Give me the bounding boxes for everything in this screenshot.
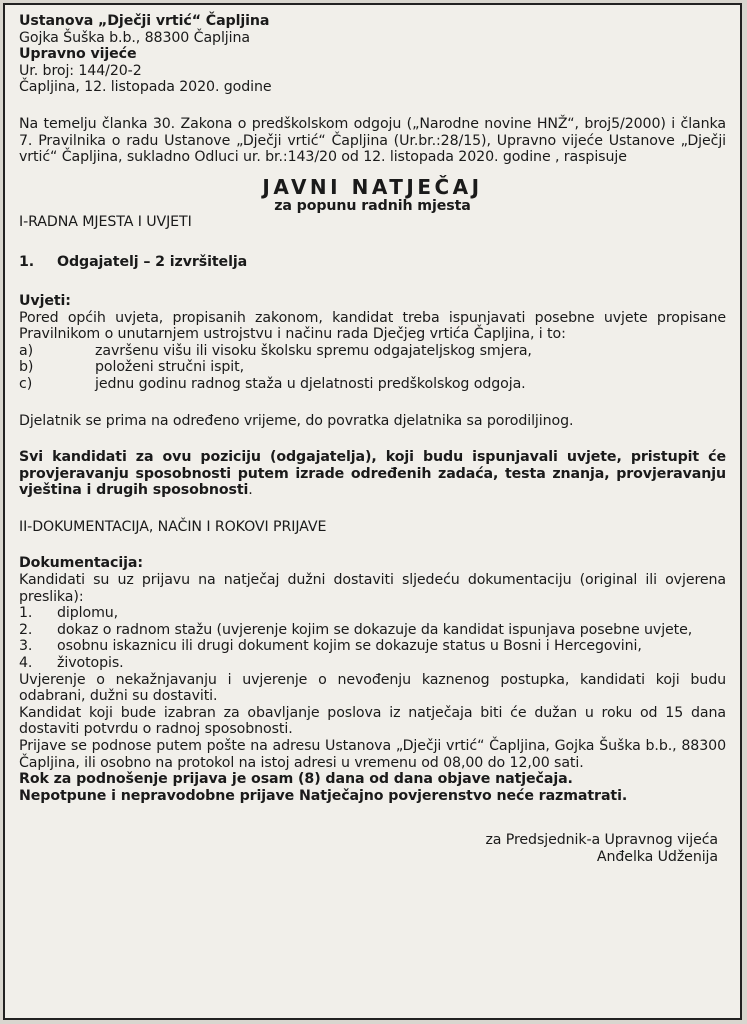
candidates-note-end: . — [248, 482, 253, 499]
list-item — [19, 605, 726, 622]
incomplete-note: Nepotpune i nepravodobne prijave Natječajno povjerenstvo neće razmatrati. — [19, 787, 628, 804]
list-item-text: dokaz o radnom stažu (uvjerenje kojim se dokazuje da kandidat ispunjava posebne uvjete, — [57, 621, 693, 638]
documentation-list — [19, 605, 726, 671]
list-marker: b) — [19, 359, 34, 376]
notice-page — [3, 3, 742, 1020]
reference-number: Ur. broj: 144/20-2 — [19, 62, 142, 79]
list-item — [19, 359, 726, 376]
conditions-heading: Uvjeti: — [19, 292, 71, 309]
conditions-text: Pored općih uvjeta, propisanih zakonom, kandidat treba ispunjavati posebne uvjete propisane Pravilnikom o unutarnjem ustrojstvu i načinu rada Dječjeg vrtića Čapljina, i to: — [19, 309, 726, 343]
candidates-note-text: Svi kandidati za ovu poziciju (odgajatelja), koji budu ispunjavali uvjete, pristupit će provjeravanju sposobnosti putem izrade određenih zadaća, testa znanja, provjeravanju vještina i drugih sposobnosti — [19, 449, 726, 499]
deadline-note: Rok za podnošenje prijava je osam (8) dana od dana objave natječaja. — [19, 771, 573, 788]
submission-paragraph: Prijave se podnose putem pošte na adresu Ustanova „Dječji vrtić“ Čapljina, Gojka Šuška b.b., 88300 Čapljina, ili osobno na protokol na istoj adresi u vremenu od 08,00 do 12,00 sati. — [19, 738, 726, 771]
list-marker: 4. — [19, 655, 33, 672]
issue-date: Čapljina, 12. listopada 2020. godine — [19, 79, 272, 96]
position-heading — [19, 254, 726, 271]
selection-paragraph: Kandidat koji bude izabran za obavljanje poslova iz natječaja biti će dužan u roku od 15 dana dostaviti potvrdu o radnoj sposobnosti. — [19, 704, 726, 738]
list-item-text: životopis. — [57, 655, 124, 672]
signature-block — [19, 832, 726, 865]
section-heading-documentation: II-DOKUMENTACIJA, NAČIN I ROKOVI PRIJAVE — [19, 518, 327, 535]
list-item — [19, 343, 726, 360]
documentation-text: Kandidati su uz prijavu na natječaj dužni dostaviti sljedeću dokumentaciju (original ili ovjerena preslika): — [19, 572, 726, 605]
section-heading-positions: I-RADNA MJESTA I UVJETI — [19, 213, 192, 230]
list-marker: a) — [19, 342, 34, 359]
institution-address: Gojka Šuška b.b., 88300 Čapljina — [19, 29, 250, 46]
notice-subtitle: za popunu radnih mjesta — [274, 197, 471, 214]
list-item-text: završenu višu ili visoku školsku spremu odgajateljskog smjera, — [95, 342, 532, 359]
list-marker: 3. — [19, 638, 33, 655]
list-item — [19, 376, 726, 393]
position-label: Odgajatelj – 2 izvršitelja — [57, 254, 248, 271]
list-item — [19, 622, 726, 639]
notice-title: JAVNI NATJEČAJ — [262, 174, 483, 199]
institution-name: Ustanova „Dječji vrtić“ Čapljina — [19, 13, 270, 29]
list-item-text: osobnu iskaznicu ili drugi dokument kojim se dokazuje status u Bosni i Hercegovini, — [57, 638, 642, 655]
position-number: 1. — [19, 254, 35, 271]
list-item — [19, 655, 726, 672]
issuing-body: Upravno vijeće — [19, 46, 137, 63]
employment-note: Djelatnik se prima na određeno vrijeme, do povratka djelatnika sa porodiljinog. — [19, 412, 574, 429]
certificate-paragraph: Uvjerenje o nekažnjavanju i uvjerenje o nevođenju kaznenog postupka, kandidati koji budu odabrani, dužni su dostaviti. — [19, 671, 726, 705]
candidates-note — [19, 449, 726, 499]
list-item-text: diplomu, — [57, 605, 119, 622]
documentation-heading: Dokumentacija: — [19, 555, 143, 572]
intro-paragraph: Na temelju članka 30. Zakona o predškolskom odgoju („Narodne novine HNŽ“, broj5/2000) i članka 7. Pravilnika o radu Ustanove „Dječji vrtić“ Čapljina (Ur.br.:28/15), Upravno vijeće Ustanove „Dječji vrtić“ Čapljina, sukladno Odluci ur. br.:143/20 od 12. listopada 2020. godine , raspisuje — [19, 115, 726, 166]
list-marker: c) — [19, 375, 33, 392]
list-marker: 2. — [19, 621, 33, 638]
signature-role: za Predsjednik-a Upravnog vijeća — [485, 832, 718, 849]
signature-name: Anđelka Udženija — [596, 848, 718, 865]
conditions-list — [19, 343, 726, 393]
list-item — [19, 638, 726, 655]
list-marker: 1. — [19, 605, 33, 622]
list-item-text: položeni stručni ispit, — [95, 359, 245, 376]
list-item-text: jednu godinu radnog staža u djelatnosti predškolskog odgoja. — [95, 375, 526, 392]
